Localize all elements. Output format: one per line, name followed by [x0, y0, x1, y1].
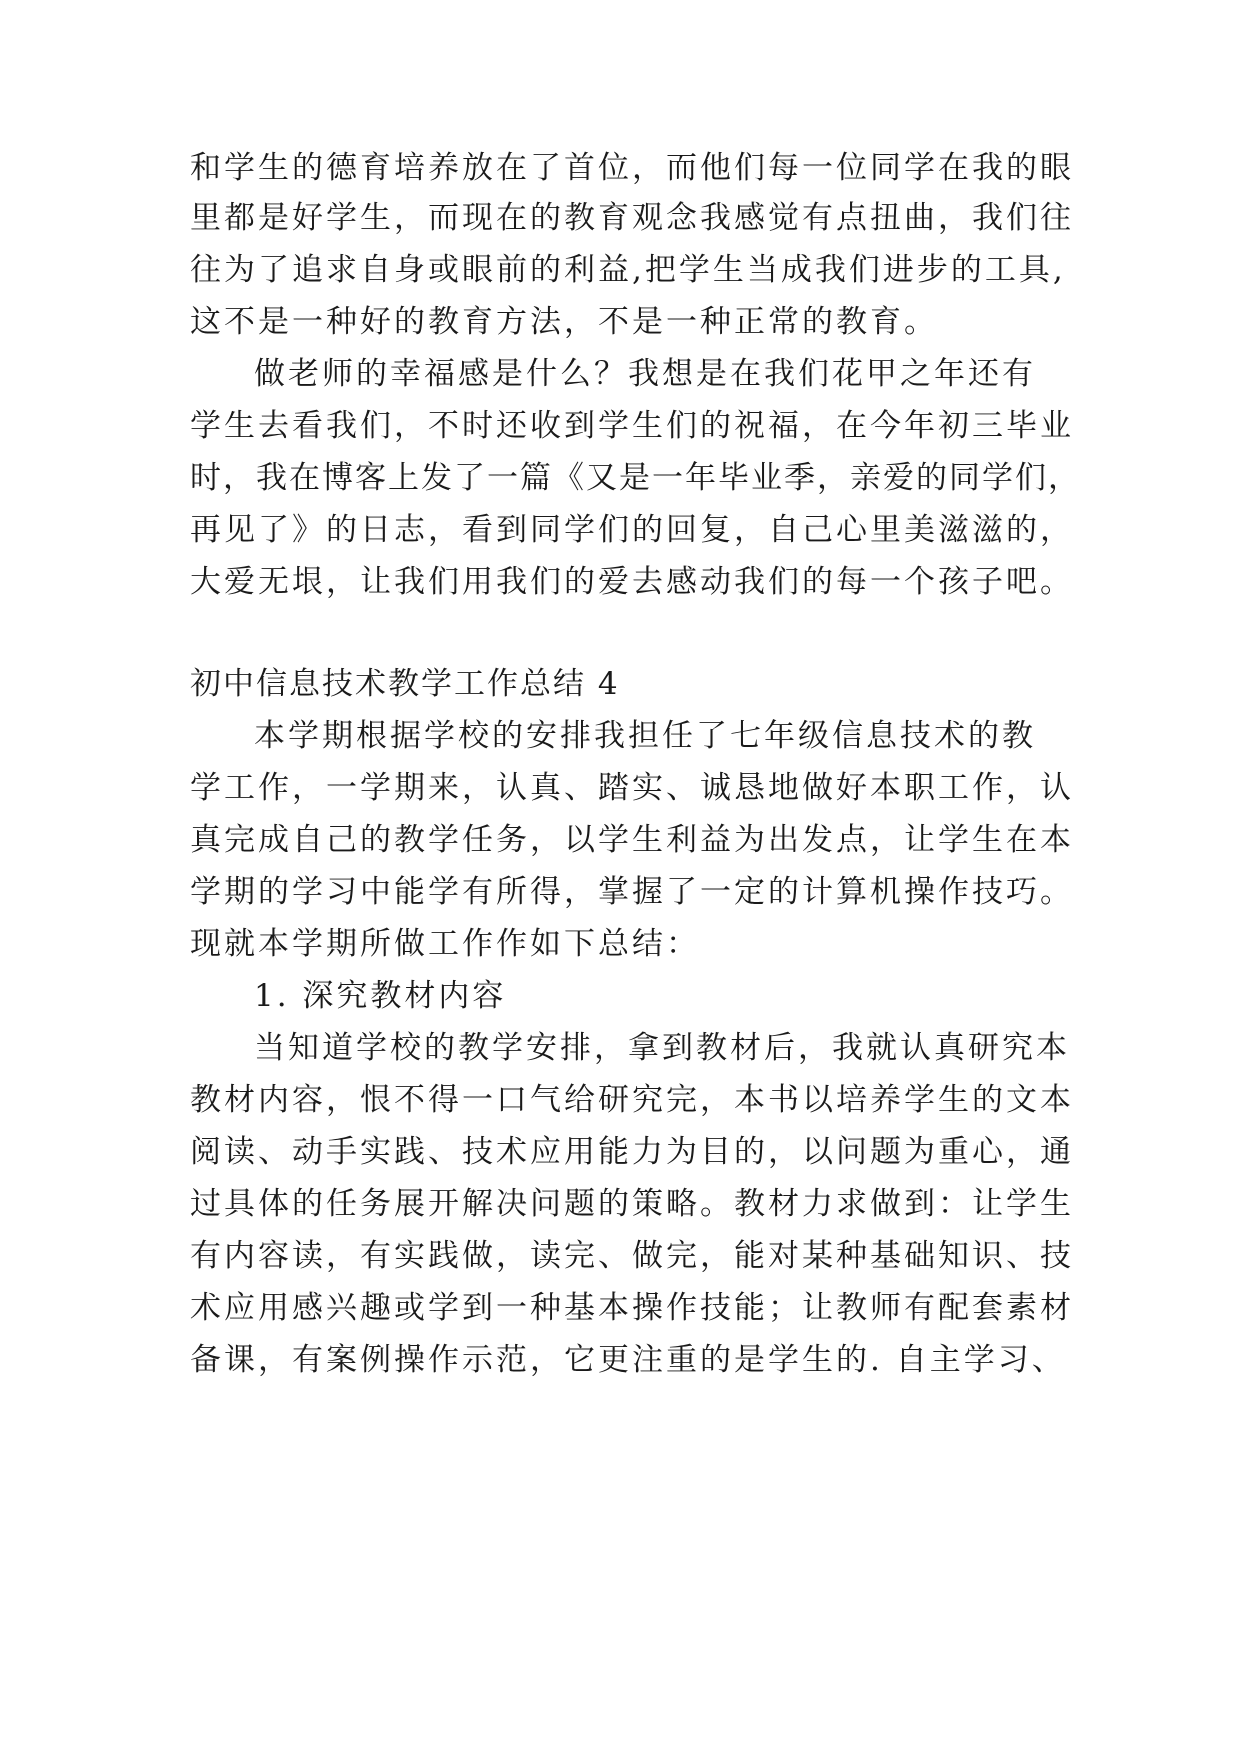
- text-line: 学期的学习中能学有所得，掌握了一定的计算机操作技巧。: [190, 874, 1074, 910]
- text-line: 当知道学校的教学安排，拿到教材后，我就认真研究本: [254, 1030, 1070, 1066]
- text-line: 和学生的德育培养放在了首位，而他们每一位同学在我的眼: [190, 150, 1074, 186]
- text-line: 学生去看我们，不时还收到学生们的祝福，在今年初三毕业: [190, 408, 1074, 444]
- text-line: 本学期根据学校的安排我担任了七年级信息技术的教: [254, 718, 1036, 754]
- text-line: 学工作，一学期来，认真、踏实、诚恳地做好本职工作，认: [190, 770, 1074, 806]
- text-line: 术应用感兴趣或学到一种基本操作技能；让教师有配套素材: [190, 1290, 1074, 1326]
- text-line: 阅读、动手实践、技术应用能力为目的，以问题为重心，通: [190, 1134, 1074, 1170]
- text-line: 教材内容，恨不得一口气给研究完，本书以培养学生的文本: [190, 1082, 1074, 1118]
- text-line: 时，我在博客上发了一篇《又是一年毕业季，亲爱的同学们，: [190, 460, 1081, 496]
- text-line: 做老师的幸福感是什么？我想是在我们花甲之年还有: [254, 356, 1036, 392]
- text-line: 现就本学期所做工作作如下总结：: [190, 926, 700, 962]
- text-line: 里都是好学生，而现在的教育观念我感觉有点扭曲，我们往: [190, 200, 1074, 236]
- list-item-heading: 1. 深究教材内容: [254, 978, 507, 1014]
- text-line: 备课，有案例操作示范，它更注重的是学生的. 自主学习、: [190, 1342, 1066, 1378]
- text-line: 往为了追求自身或眼前的利益,把学生当成我们进步的工具,: [190, 252, 1066, 288]
- text-line: 再见了》的日志，看到同学们的回复，自己心里美滋滋的，: [190, 512, 1074, 548]
- section-heading: 初中信息技术教学工作总结 4: [190, 666, 620, 702]
- text-line: 大爱无垠，让我们用我们的爱去感动我们的每一个孩子吧。: [190, 564, 1074, 600]
- text-line: 这不是一种好的教育方法，不是一种正常的教育。: [190, 304, 938, 340]
- text-line: 有内容读，有实践做，读完、做完，能对某种基础知识、技: [190, 1238, 1074, 1274]
- text-line: 过具体的任务展开解决问题的策略。教材力求做到：让学生: [190, 1186, 1074, 1222]
- text-line: 真完成自己的教学任务，以学生利益为出发点，让学生在本: [190, 822, 1074, 858]
